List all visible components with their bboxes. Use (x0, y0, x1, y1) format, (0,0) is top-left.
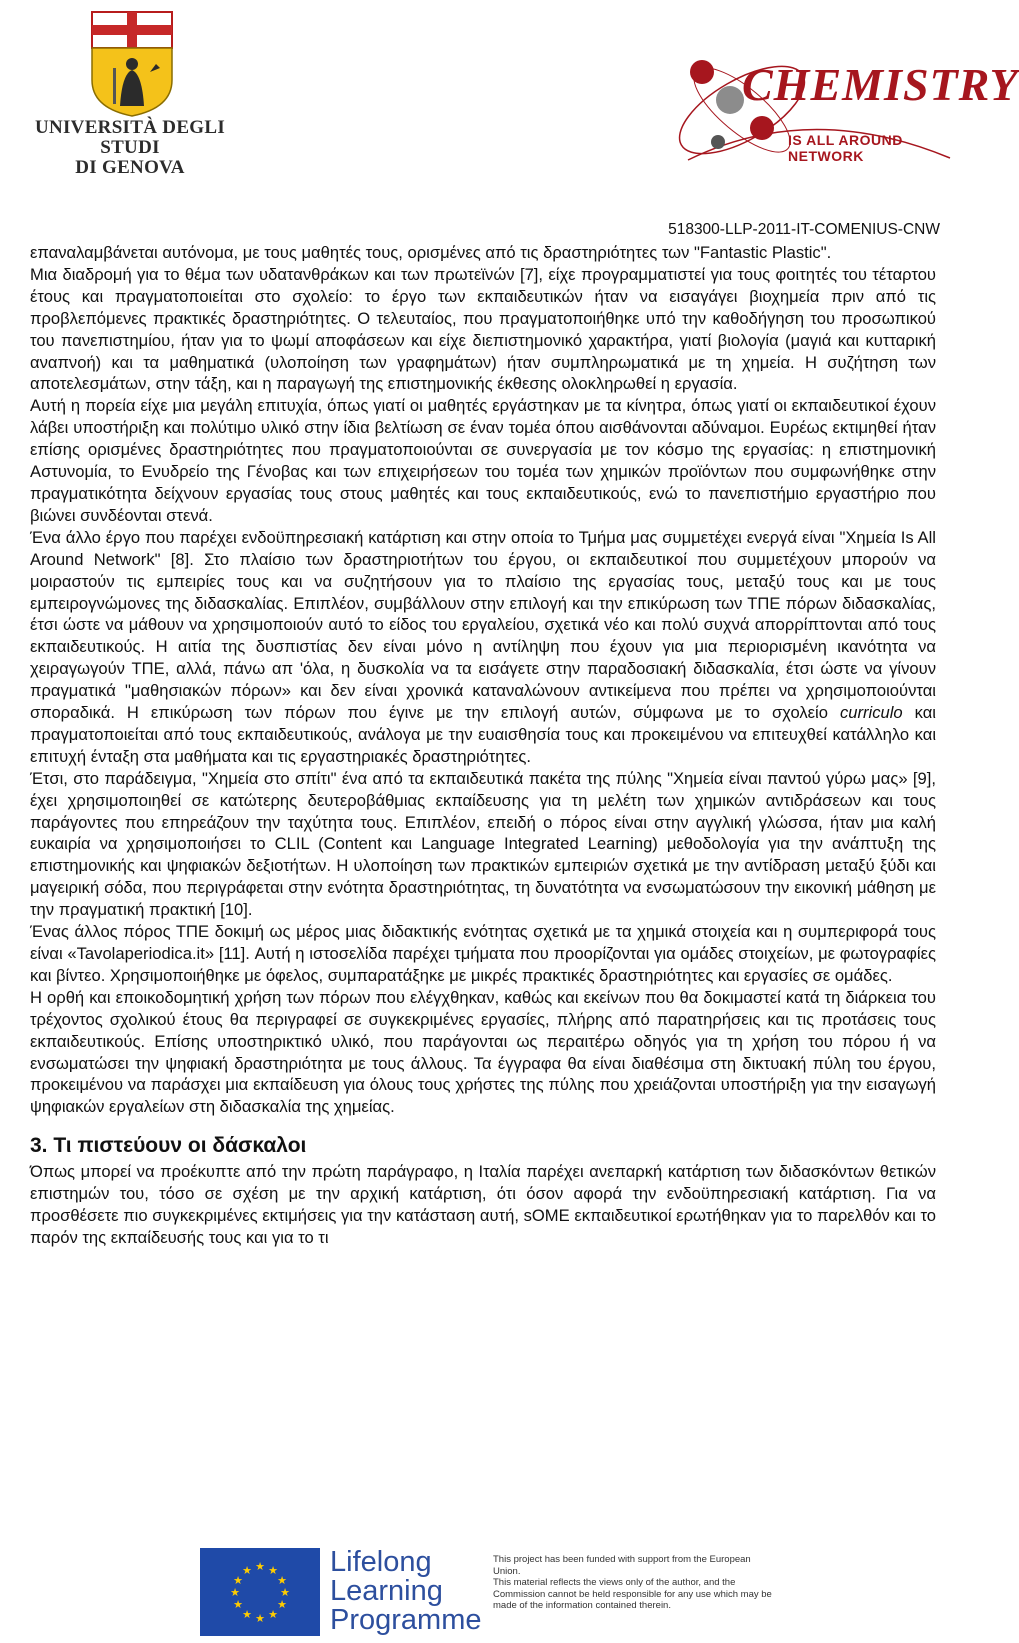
svg-text:★: ★ (277, 1598, 287, 1611)
chemistry-logo-subtitle: IS ALL AROUND NETWORK (788, 132, 903, 164)
chemistry-logo-title: CHEMISTRY (742, 59, 1019, 110)
project-code: 518300-LLP-2011-IT-COMENIUS-CNW (668, 221, 940, 238)
eu-disclaimer: This project has been funded with support from the European Union. This material reflects the views only of the author, and the Commission cannot be held responsible for any use which may be made of the information contained therein. (493, 1554, 772, 1611)
section-heading: 3. Τι πιστεύουν οι δάσκαλοι (30, 1134, 307, 1158)
paragraph: επαναλαμβάνεται αυτόνομα, με τους μαθητές τους, ορισμένες από τις δραστηριότητες των "Fantastic Plastic". (30, 243, 832, 262)
university-name-line1: UNIVERSITÀ DEGLI STUDI (34, 117, 226, 158)
university-name (10, 118, 250, 178)
llp-line3: Programme (330, 1604, 482, 1636)
paragraph (30, 527, 936, 768)
paragraph: Αυτή η πορεία είχε μια μεγάλη επιτυχία, όπως γιατί οι μαθητές εργάστηκαν με τα κίνητρα, όπως γιατί οι εκπαιδευτικοί έχουν λάβει υποστήριξη και πολύτιμο υλικό στην ίδια βελτίωση σε έναν τομέα όπου αισθάνονται αδύναμοι. Ευρέως εκτιμηθεί ήταν επίσης ορισμένες δραστηριότητες που πραγματοποιούνται σε συνεργασία με τον κόσμο της εργασίας: η επιστημονική Αστυνομία, το Ενυδρείο της Γένοβας και των επιχειρήσεων του τομέα των χημικών προϊόντων που συμφωνήθηκε στην πραγματικότητα δείχνουν εργασίας τους στους μαθητές και τους εκπαιδευτικούς, ενώ το πανεπιστήμιο εργαστήριο που βιώνει συνδέονται στενά. (30, 396, 936, 525)
chemistry-network-logo (670, 40, 1019, 170)
svg-text:★: ★ (242, 1564, 252, 1577)
svg-text:★: ★ (242, 1608, 252, 1621)
llp-line1: Lifelong (330, 1546, 432, 1578)
svg-text:★: ★ (233, 1598, 243, 1611)
paragraph: Έτσι, στο παράδειγμα, "Χημεία στο σπίτι" ένα από τα εκπαιδευτικά πακέτα της πύλης "Χημεία είναι παντού γύρω μας» [9], έχει χρησιμοποιηθεί σε κατώτερης δευτεροβάθμιας εκπαίδευσης για τη μελέτη των χημικών αντιδράσεων και τους παράγοντες που επηρεάζουν την ταχύτητα τους. Επιπλέον, επειδή ο πόρος είναι στην αγγλική γλώσσα, ήταν μια καλή ευκαιρία να χρησιμοποιήσει το CLIL (Content και Language Integrated Learning) μεθοδολογία για την ανάπτυξη της επιστημονικής και ψηφιακών δεξιοτήτων. Η υλοποίηση των πρακτικών εμπειριών σχετικά με την αντίδραση μεταξύ ξύδι και μαγειρική σόδα, που περιγράφεται στην ενότητα δραστηριότητας, τη δυνατότητα να ενσωματώσουν την εικονική μάθηση με την πραγματική πρακτική [10]. (30, 768, 936, 920)
svg-text:★: ★ (233, 1574, 243, 1587)
eu-flag-icon (200, 1548, 320, 1636)
university-logo (10, 8, 250, 178)
university-crest-icon (10, 8, 250, 118)
paragraph: Μια διαδρομή για το θέμα των υδατανθράκων και των πρωτεϊνών [7], είχε προγραμματιστεί για τους φοιτητές του τέταρτου έτους και πραγματοποιείται στο σχολείο: το έργο των εκπαιδευτικών ήταν να εισαγάγει βιοχημεία πριν από τις προβλεπόμενες πρακτικές δραστηριότητες. Ο τελευταίος, που πραγματοποιήθηκε υπό την καθοδήγηση του προσωπικού του πανεπιστημίου, ήταν για το ψωμί αποφάσεων και είχε διεπιστημονικό χαρακτήρα, γιατί βιολογία (μαγιά και κυτταρική αναπνοή) και τα μαθηματικά (υλοποίηση των γραφημάτων) ήταν συμπληρωματικά με τη χημεία. Η συζήτηση των αποτελεσμάτων, στην τάξη, και η παραγωγή της επιστημονικής έκθεσης ολοκληρωθεί η εργασία. (30, 264, 936, 394)
paragraph-text: και πραγματοποιείται από τους εκπαιδευτικούς, ανάλογα με την ευαισθησία τους και προκειμένου να επιτευχθεί κατάλληλο και επιτυχή ένταξη στα μαθήματα και τις εργαστηριακές δραστηριότητες. (30, 703, 936, 766)
svg-text:★: ★ (277, 1574, 287, 1587)
italic-term: curriculo (839, 703, 903, 723)
paragraph: Ένας άλλος πόρος ΤΠΕ δοκιμή ως μέρος μιας διδακτικής ενότητας σχετικά με τα χημικά στοιχεία και η συμπεριφορά τους είναι «Tavolaperiodica.it» [11]. Αυτή η ιστοσελίδα παρέχει τμήματα που προορίζονται για ομάδες στοιχείων, με φωτογραφίες και βίντεο. Χρησιμοποιήθηκε με όφελος, συμπαρατάξηκε με μικρές πρακτικές δραστηριότητες και εργασίες σε ομάδες. (30, 922, 936, 985)
university-name-line2: DI GENOVA (75, 157, 185, 178)
svg-text:★: ★ (268, 1608, 278, 1621)
lifelong-learning-programme-logo (330, 1548, 482, 1635)
svg-text:★: ★ (280, 1586, 290, 1599)
document-body (30, 242, 936, 1249)
paragraph: Όπως μπορεί να προέκυπτε από την πρώτη παράγραφο, η Ιταλία παρέχει ανεπαρκή κατάρτιση των διδασκόντων θετικών επιστημών του, τόσο σε σχέση με την αρχική κατάρτιση, ότι όσον αφορά την ενδοϋπηρεσιακή κατάρτιση. Για να προσθέσετε πιο συγκεκριμένες εκτιμήσεις για την κατάσταση αυτή, sOME εκπαιδευτικοί ερωτήθηκαν για το παρελθόν και το παρόν της εκπαίδευσής τους και για το τι (30, 1162, 936, 1247)
svg-text:★: ★ (255, 1560, 265, 1573)
llp-line2: Learning (330, 1575, 443, 1607)
paragraph-text: Ένα άλλο έργο που παρέχει ενδοϋπηρεσιακή κατάρτιση και στην οποία το Τμήμα μας συμμετέχει ενεργά είναι "Χημεία Is All Around Network" [8]. Στο πλαίσιο των δραστηριοτήτων του έργου, οι εκπαιδευτικοί που συμμετέχουν μπορούν να μοιραστούν τις εμπειρίες τους και να συζητήσουν για το πλαίσιο της εργασίας τους, μεταξύ τους και με τους εμπειρογνώμονες της διδασκαλίας. Επιπλέον, συμβάλλουν στην επιλογή και την επικύρωση των ΤΠΕ πόρων διδασκαλίας, έτσι ώστε να μάθουν να χρησιμοποιούν αυτό το είδος του εργαλείου, σχετικά νέο και πολύ συχνά απορρίπτονται από τους εκπαιδευτικούς. Η αιτία της δυσπιστίας δεν είναι μόνο η αντίληψη που έχουν για μια περιορισμένη ικανότητα να χειραγωγούν ΤΠΕ, αλλά, πάνω απ 'όλα, η δυσκολία να τα εισάγετε στην παραδοσιακή διδασκαλία, έτσι ώστε να γίνουν πραγματικά "μαθησιακών πόρων» και δεν είναι χρονικά καταναλώνουν αντικείμενα που πρέπει να χρησιμοποιούνται σποραδικά. Η επικύρωση των πόρων που έγινε με την επιλογή αυτών, σύμφωνα με το σχολείο (30, 527, 936, 723)
paragraph: Η ορθή και εποικοδομητική χρήση των πόρων που ελέγχθηκαν, καθώς και εκείνων που θα δοκιμαστεί κατά τη διάρκεια του τρέχοντος σχολικού έτους θα περιγραφεί σε συγκεκριμένες εργασίες, πλήρης από παρατηρήσεις και τις προτάσεις τους εκπαιδευτικούς. Επίσης υποστηρικτικό υλικό, που παράγονται ως περαιτέρω οδηγός για τη χρήση του πόρου ή να ενσωματώσει την ψηφιακή δραστηριότητα με τους άλλους. Τα έγγραφα θα είναι διαθέσιμα στη δικτυακή πύλη του έργου, προκειμένου να παράσχει μια εκπαίδευση για όλους τους χρήστες της πύλης που χρειάζονται υποστήριξη για την εισαγωγή ψηφιακών εργαλείων στη διδασκαλία της χημείας. (30, 987, 936, 1117)
svg-text:★: ★ (268, 1564, 278, 1577)
svg-text:★: ★ (255, 1612, 265, 1625)
footer (200, 1548, 780, 1638)
svg-text:★: ★ (230, 1586, 240, 1599)
